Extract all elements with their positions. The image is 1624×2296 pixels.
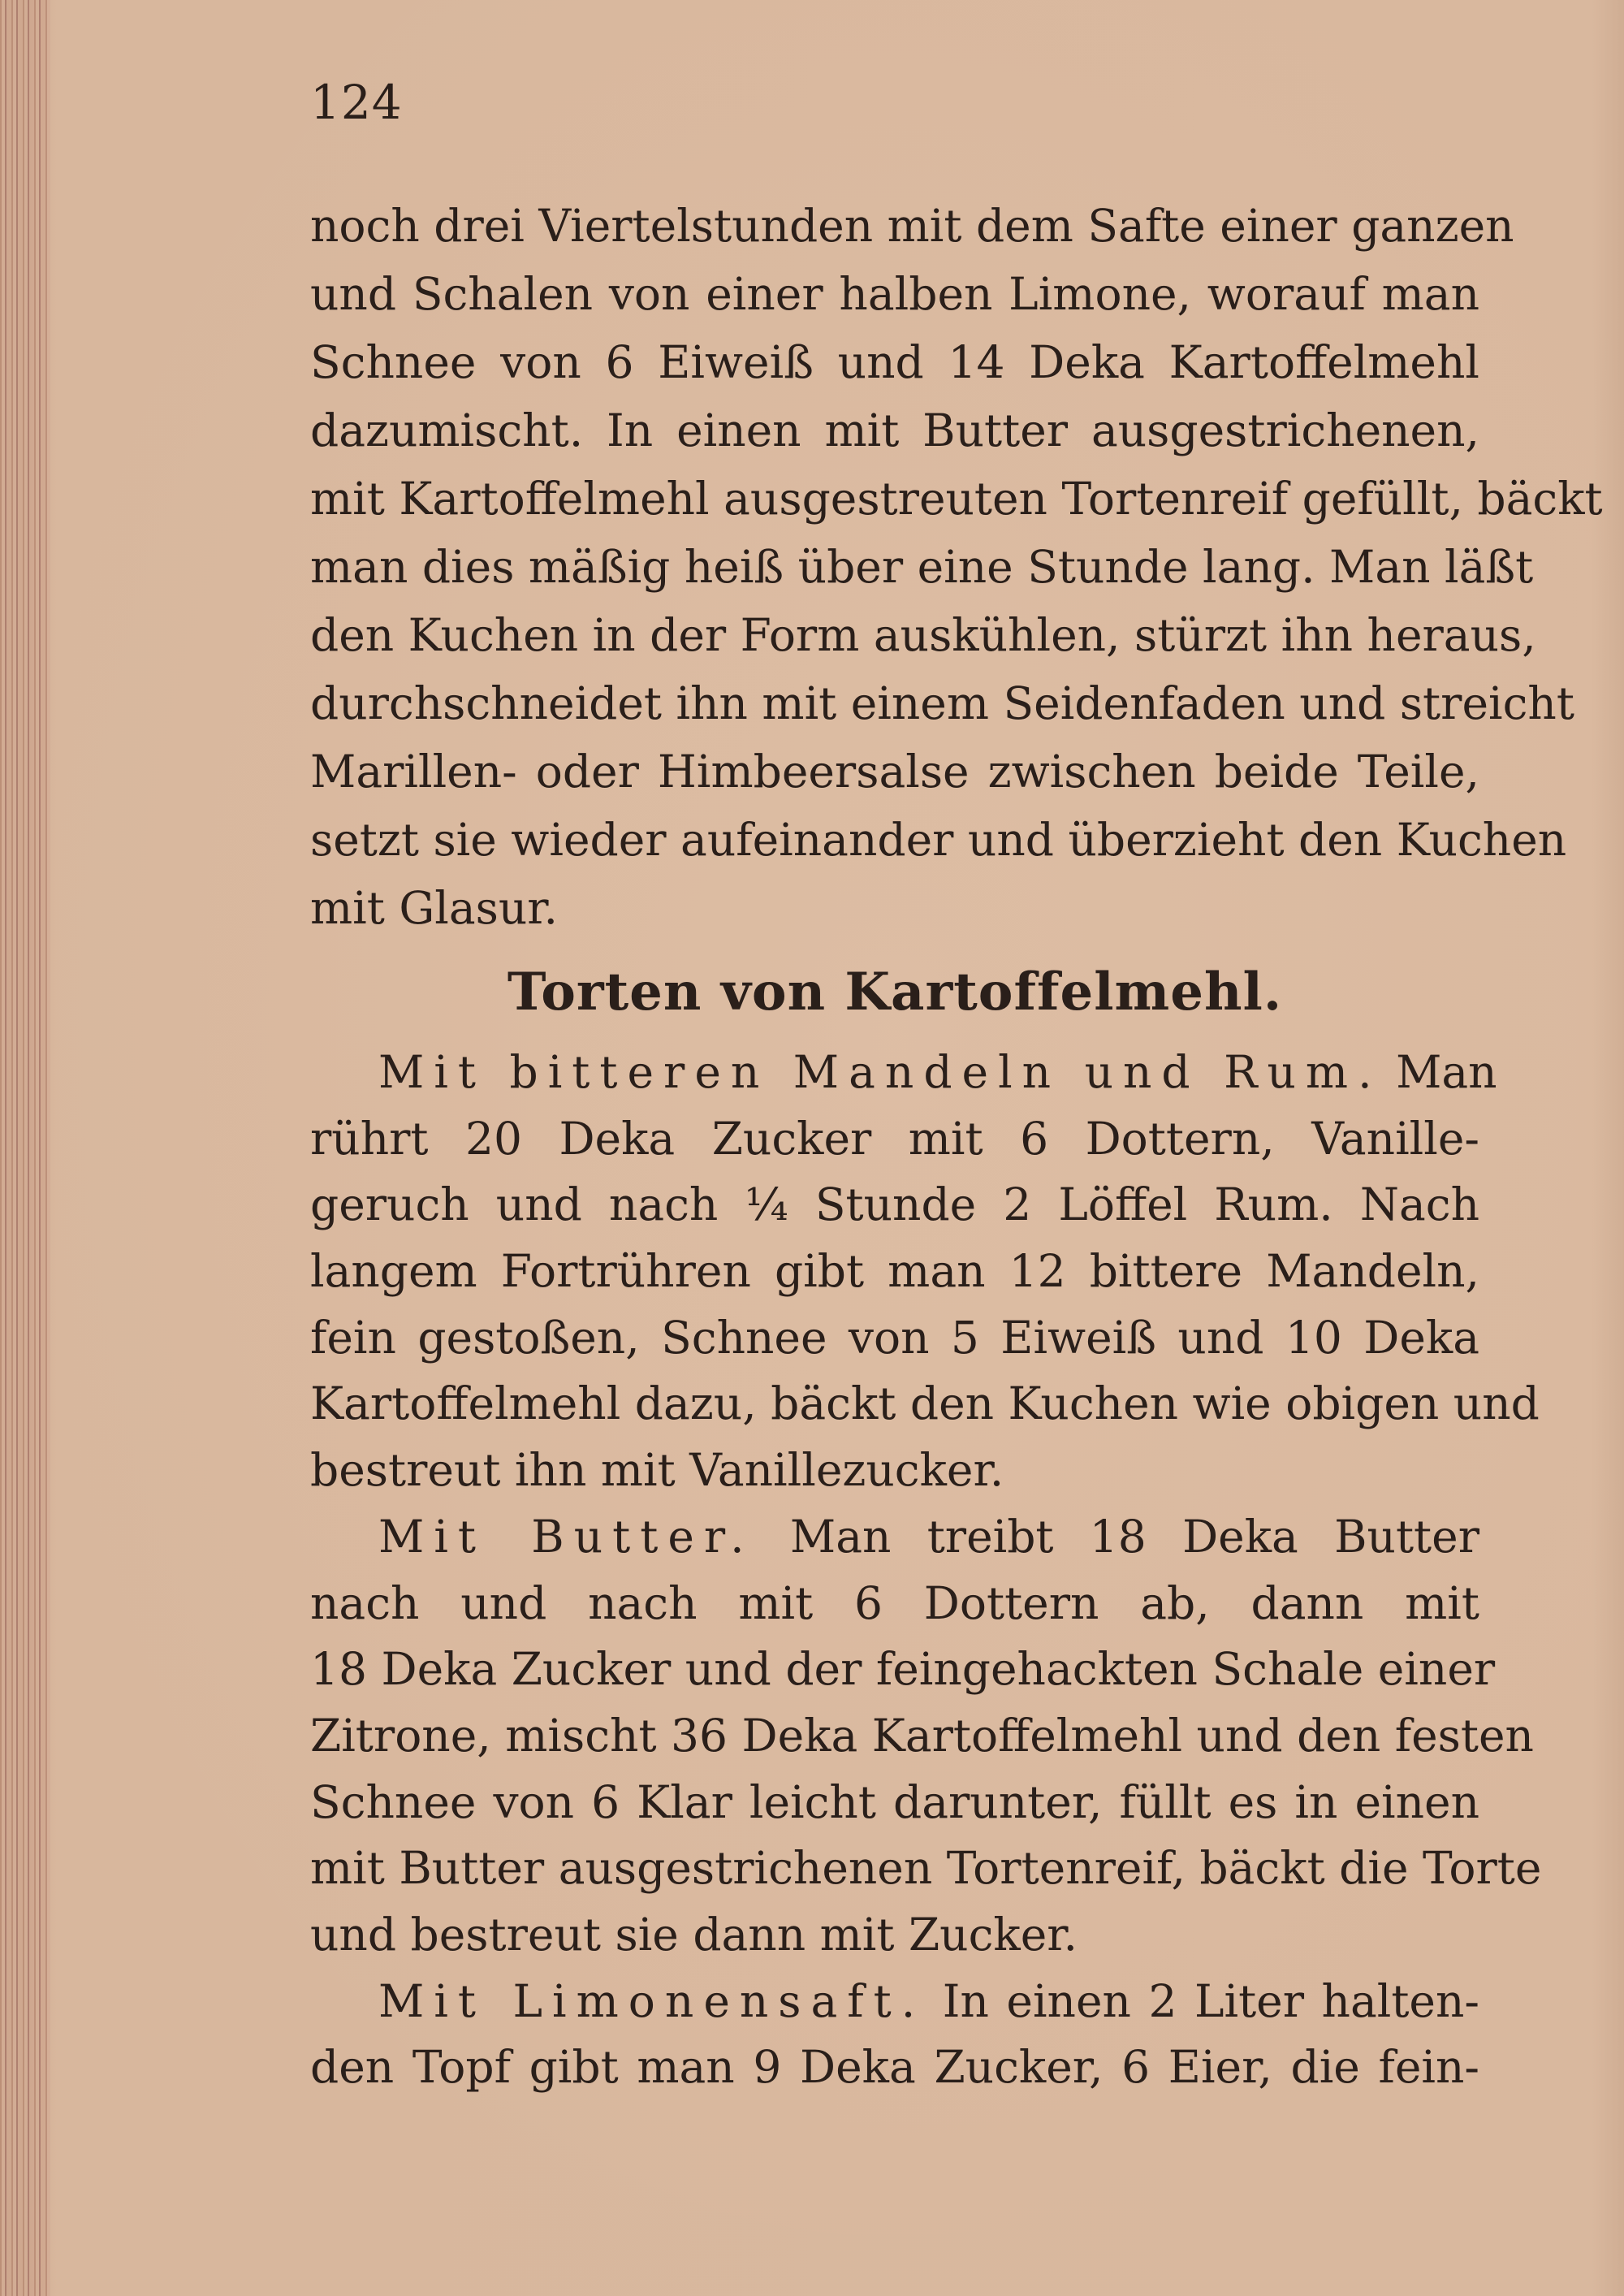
- recipe-title: Mit Limonensaft.: [378, 1974, 926, 2027]
- recipes: [310, 1040, 1542, 2101]
- recipe-text: In einen 2 Liter halten-: [942, 1974, 1479, 2027]
- text-line: Marillen- oder Himbeersalse zwischen beide Teile,: [310, 746, 1479, 798]
- text-line: und Schalen von einer halben Limone, worauf man: [310, 268, 1479, 320]
- recipe-title: Mit Butter.: [378, 1510, 754, 1563]
- recipe-text: Man: [1396, 1046, 1497, 1098]
- text-line: mit Kartoffelmehl ausgestreuten Tortenreif gefüllt, bäckt: [310, 473, 1603, 525]
- recipe-title: Mit bitteren Mandeln und Rum.: [378, 1046, 1382, 1098]
- text-line: noch drei Viertelstunden mit dem Safte einer ganzen: [310, 200, 1514, 252]
- paragraph-continued: [310, 192, 1603, 942]
- text-line: nach und nach mit 6 Dottern ab, dann mit: [310, 1576, 1479, 1629]
- text-line: bestreut ihn mit Vanillezucker.: [310, 1444, 1004, 1497]
- text-line: Schnee von 6 Klar leicht darunter, füllt es in einen: [310, 1775, 1479, 1828]
- text-line: und bestreut sie dann mit Zucker.: [310, 1908, 1078, 1961]
- text-line: mit Glasur.: [310, 882, 559, 934]
- recipe-first-line: [310, 1969, 1479, 2035]
- text-line: fein gestoßen, Schnee von 5 Eiweiß und 10 Deka: [310, 1311, 1479, 1364]
- text-line: dazumischt. In einen mit Butter ausgestrichenen,: [310, 404, 1479, 456]
- text-line: langem Fortrühren gibt man 12 bittere Mandeln,: [310, 1245, 1479, 1298]
- text-line: durchschneidet ihn mit einem Seidenfaden und streicht: [310, 677, 1574, 729]
- section-heading: Torten von Kartoffelmehl.: [507, 962, 1283, 1023]
- text-line: rührt 20 Deka Zucker mit 6 Dottern, Vanille-: [310, 1112, 1479, 1165]
- text-line: man dies mäßig heiß über eine Stunde lang. Man läßt: [310, 541, 1534, 593]
- text-line: den Kuchen in der Form auskühlen, stürzt ihn heraus,: [310, 609, 1536, 661]
- recipe-text: Man treibt 18 Deka Butter: [789, 1510, 1479, 1563]
- text-line: mit Butter ausgestrichenen Tortenreif, bäckt die Torte: [310, 1842, 1542, 1895]
- recipe-first-line: [310, 1504, 1479, 1571]
- book-spine-edge: [0, 0, 50, 2296]
- text-line: Schnee von 6 Eiweiß und 14 Deka Kartoffelmehl: [310, 336, 1479, 388]
- recipe-first-line: [310, 1040, 1497, 1106]
- page-number: 124: [310, 75, 403, 130]
- text-line: den Topf gibt man 9 Deka Zucker, 6 Eier, die fein-: [310, 2041, 1479, 2094]
- text-line: setzt sie wieder aufeinander und überzieht den Kuchen: [310, 814, 1567, 866]
- text-line: geruch und nach ¼ Stunde 2 Löffel Rum. Nach: [310, 1178, 1479, 1231]
- text-line: Kartoffelmehl dazu, bäckt den Kuchen wie obigen und: [310, 1377, 1540, 1430]
- text-line: Zitrone, mischt 36 Deka Kartoffelmehl und den festen: [310, 1709, 1534, 1762]
- text-line: 18 Deka Zucker und der feingehackten Schale einer: [310, 1643, 1496, 1696]
